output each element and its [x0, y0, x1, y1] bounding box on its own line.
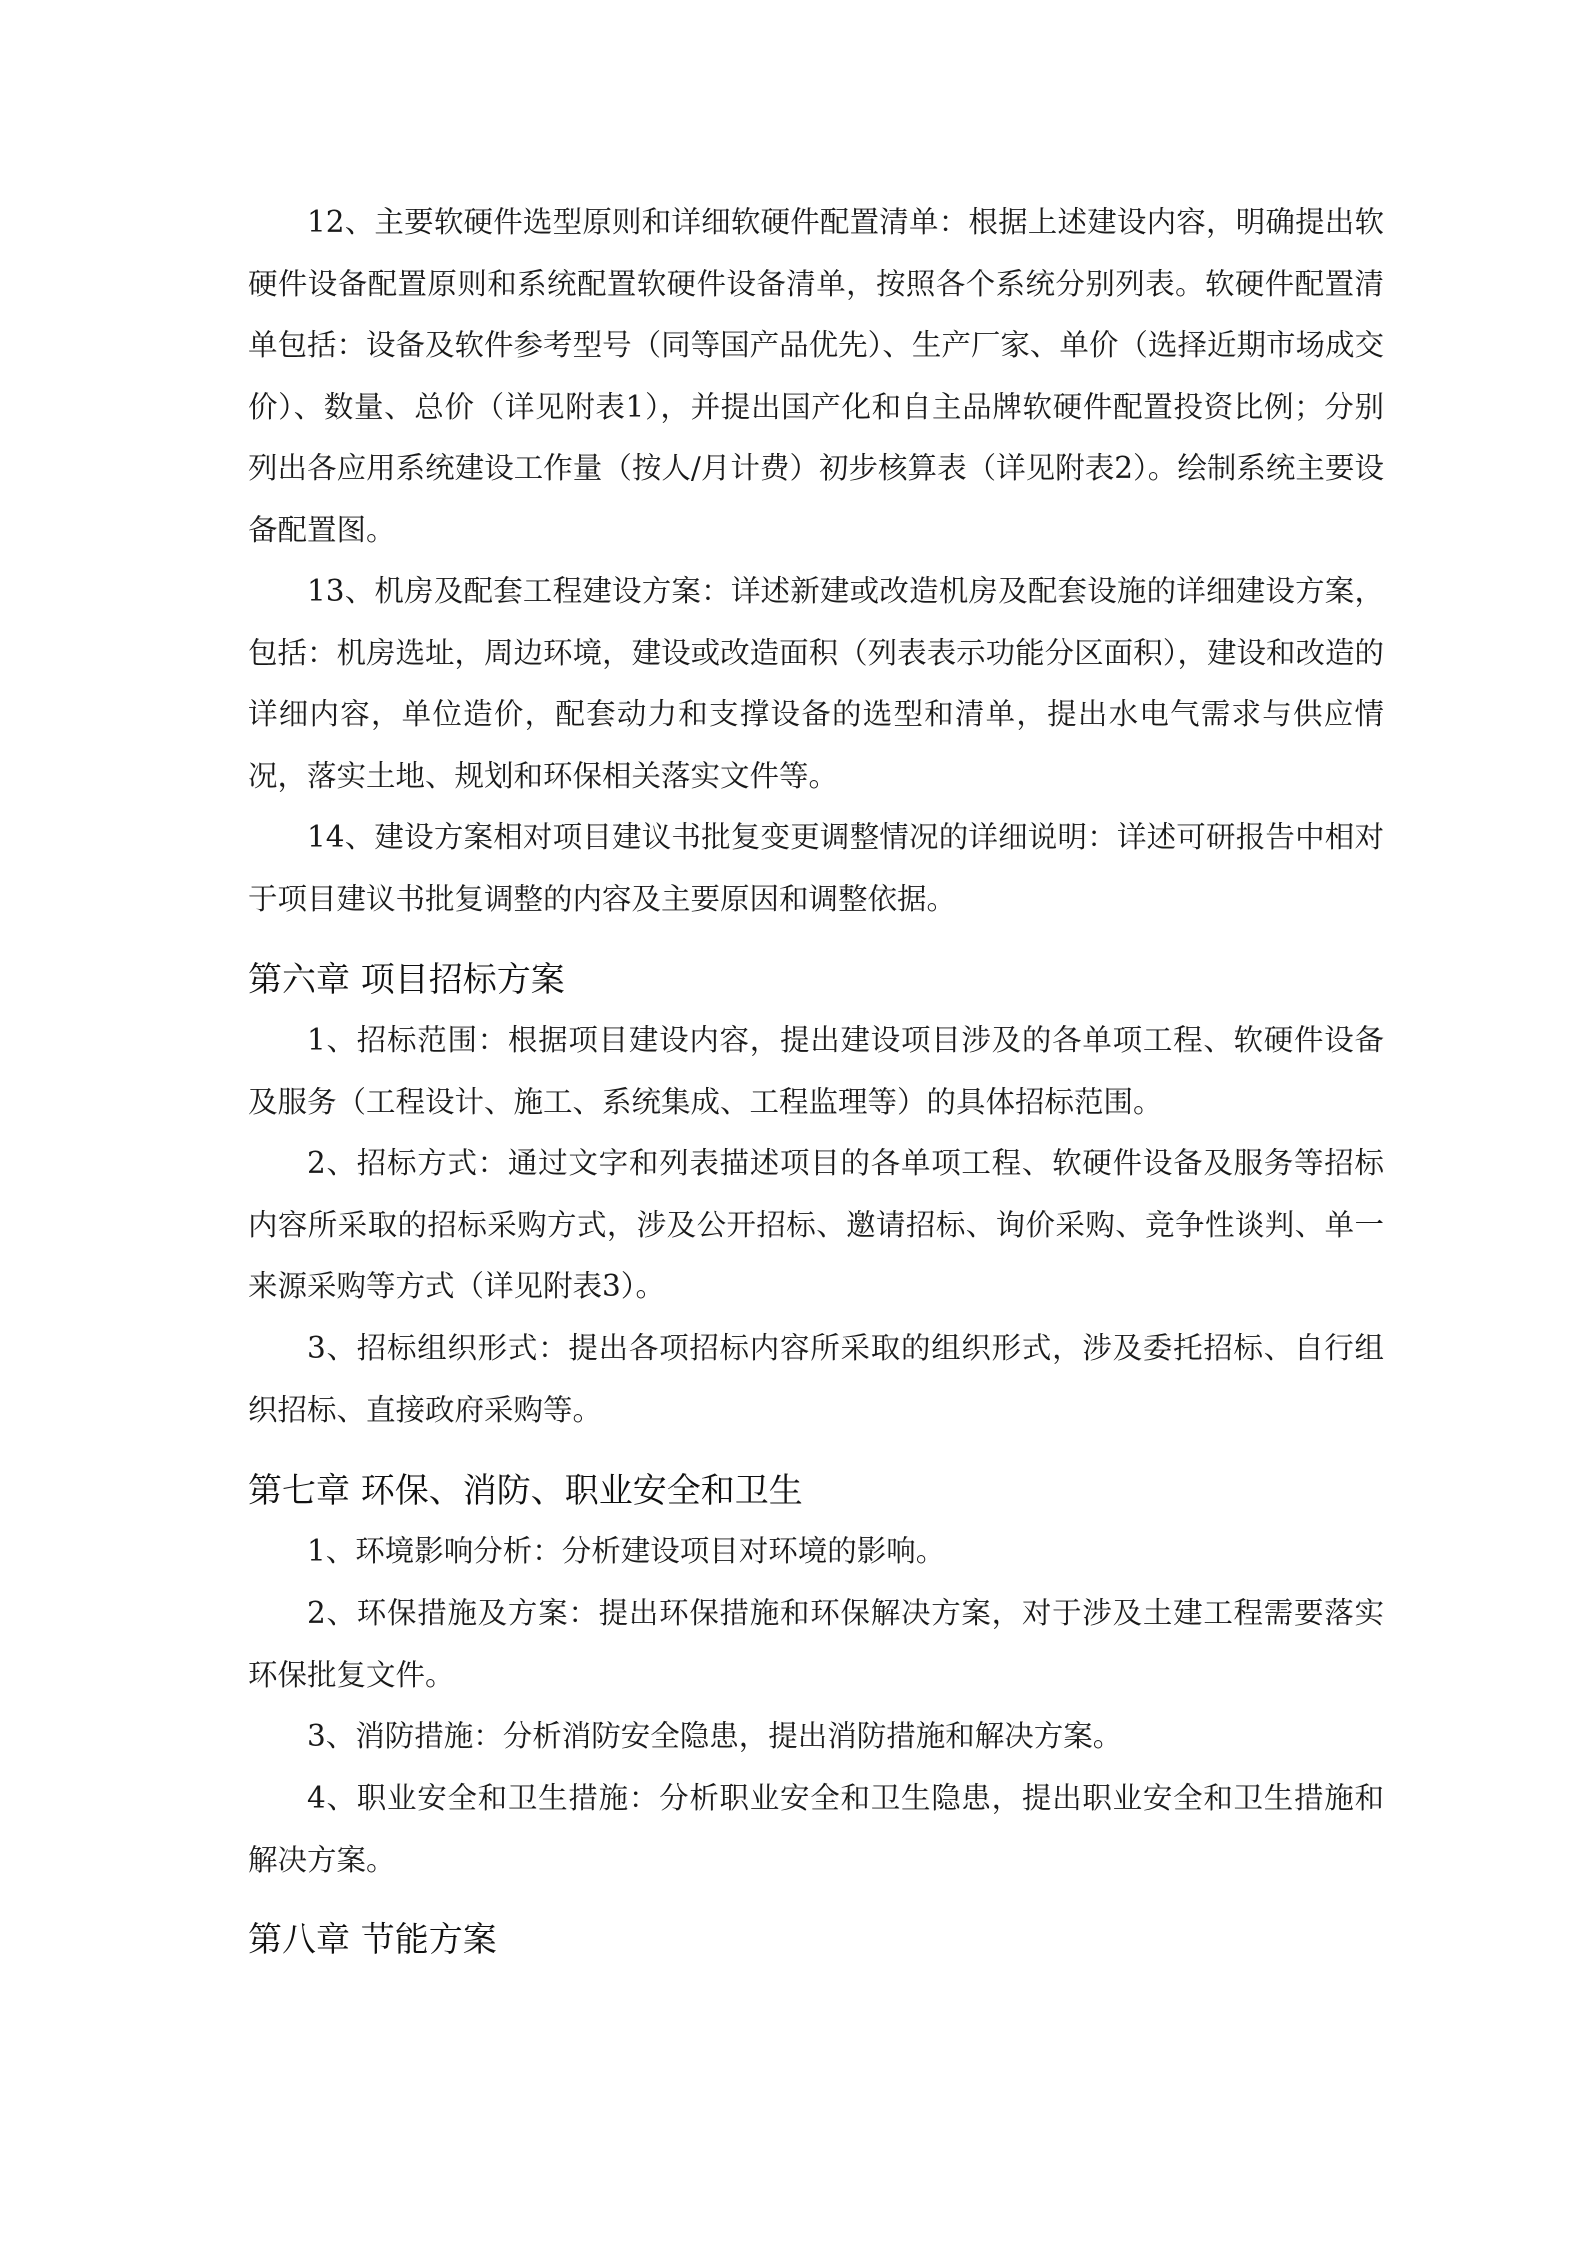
paragraph-ch7-item-4: 4、职业安全和卫生措施：分析职业安全和卫生隐患，提出职业安全和卫生措施和解决方案。: [248, 1781, 1384, 1877]
paragraph-ch6-item-1: 1、招标范围：根据项目建设内容，提出建设项目涉及的各单项工程、软硬件设备及服务（工程设计、施工、系统集成、工程监理等）的具体招标范围。: [248, 1023, 1384, 1119]
paragraph-item-13: 13、机房及配套工程建设方案：详述新建或改造机房及配套设施的详细建设方案，包括：机房选址，周边环境，建设或改造面积（列表表示功能分区面积），建设和改造的详细内容，单位造价，配套动力和支撑设备的选型和清单，提出水电气需求与供应情况，落实土地、规划和环保相关落实文件等。: [248, 574, 1384, 793]
paragraph-item-14: 14、建设方案相对项目建议书批复变更调整情况的详细说明：详述可研报告中相对于项目建议书批复调整的内容及主要原因和调整依据。: [248, 820, 1384, 916]
paragraph-ch7-item-2: 2、环保措施及方案：提出环保措施和环保解决方案，对于涉及土建工程需要落实环保批复文件。: [248, 1596, 1384, 1692]
chapter-6-heading: 第六章 项目招标方案: [248, 960, 565, 1000]
paragraph-ch7-item-3: 3、消防措施：分析消防安全隐患，提出消防措施和解决方案。: [307, 1719, 1123, 1753]
paragraph-ch6-item-3: 3、招标组织形式：提出各项招标内容所采取的组织形式，涉及委托招标、自行组织招标、直接政府采购等。: [248, 1331, 1384, 1427]
chapter-8-heading: 第八章 节能方案: [248, 1920, 497, 1960]
chapter-7-heading: 第七章 环保、消防、职业安全和卫生: [248, 1471, 803, 1511]
paragraph-item-12: 12、主要软硬件选型原则和详细软硬件配置清单：根据上述建设内容，明确提出软硬件设备配置原则和系统配置软硬件设备清单，按照各个系统分别列表。软硬件配置清单包括：设备及软件参考型号（同等国产品优先）、生产厂家、单价（选择近期市场成交价）、数量、总价（详见附表1），并提出国产化和自主品牌软硬件配置投资比例；分别列出各应用系统建设工作量（按人/月计费）初步核算表（详见附表2）。绘制系统主要设备配置图。: [248, 205, 1384, 547]
paragraph-ch7-item-1: 1、环境影响分析：分析建设项目对环境的影响。: [307, 1534, 946, 1568]
paragraph-ch6-item-2: 2、招标方式：通过文字和列表描述项目的各单项工程、软硬件设备及服务等招标内容所采取的招标采购方式，涉及公开招标、邀请招标、询价采购、竞争性谈判、单一来源采购等方式（详见附表3）。: [248, 1146, 1384, 1303]
